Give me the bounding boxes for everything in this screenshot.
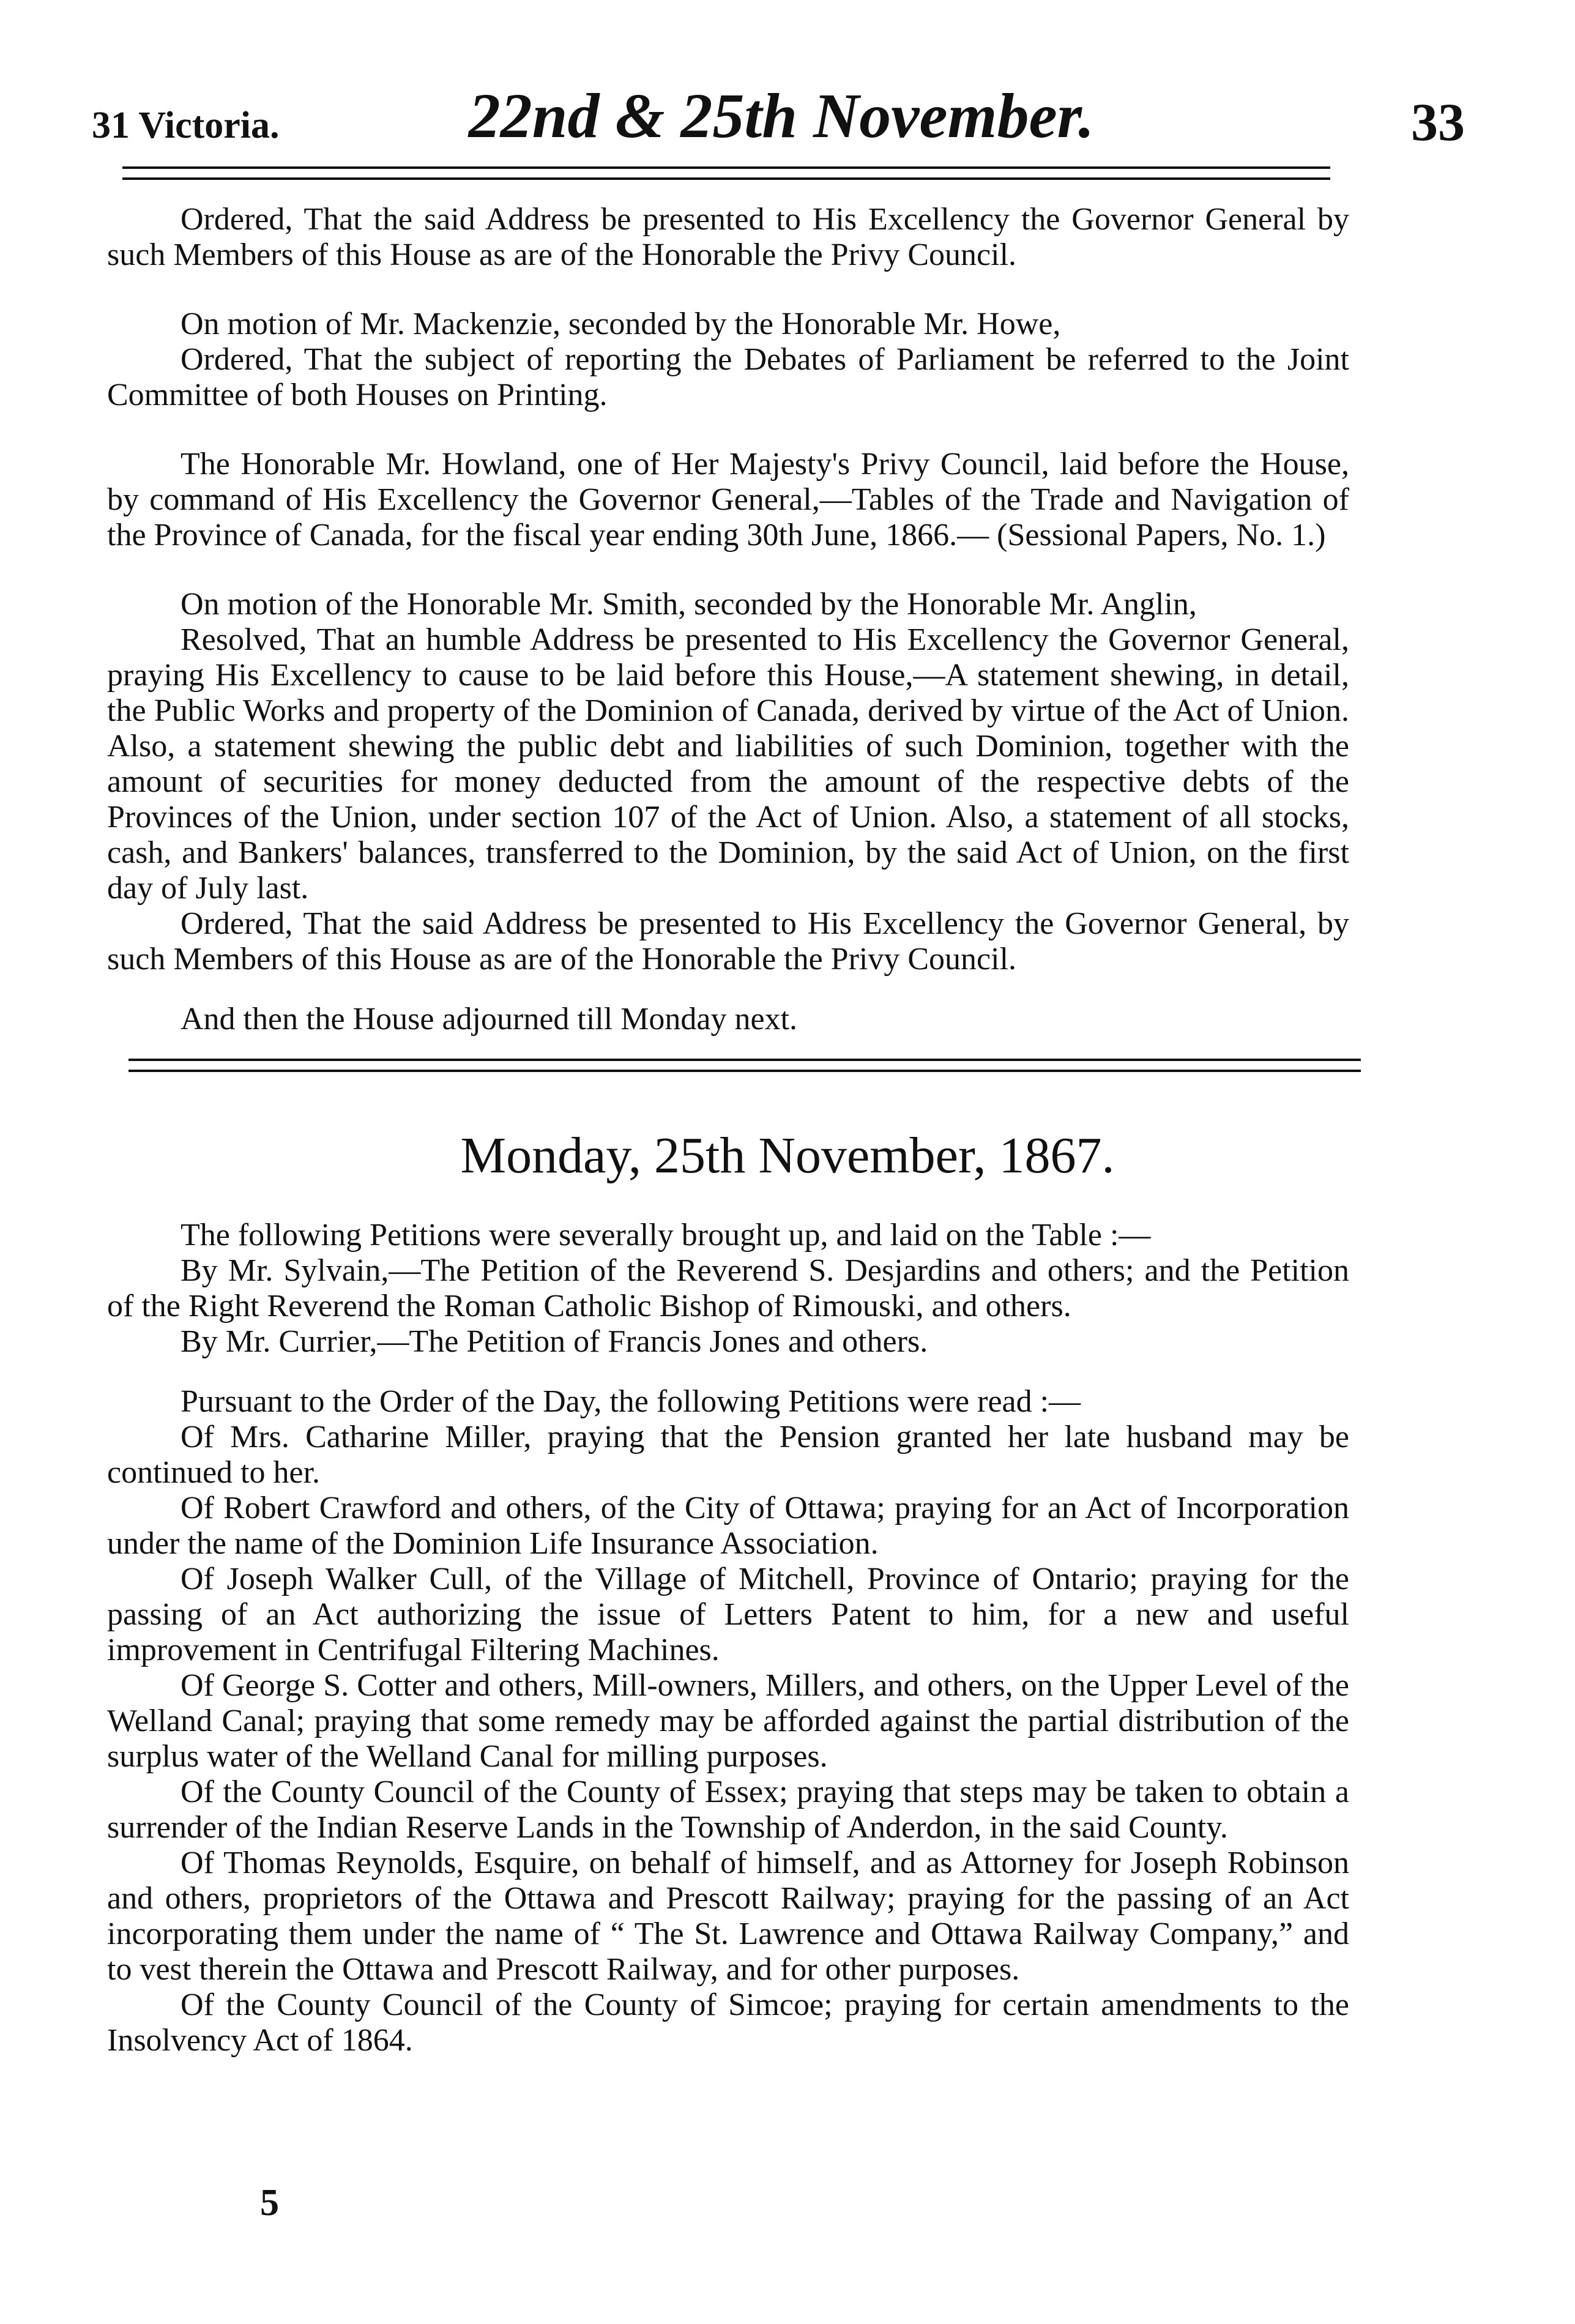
paragraph: By Mr. Currier,—The Petition of Francis Jones and others. [181,1324,928,1359]
paragraph: Resolved, That an humble Address be presented to His Excellency the Governor General, praying His Excellency to cause to be laid before this House,—A statement shewing, in detail, the Public Works and property of the Dominion of Canada, derived by virtue of the Act of Union. Also, a statement shewing the public debt and liabilities of such Dominion, together with the amount of securities for money deducted from the amount of the respective debts of the Provinces of the Union, under section 107 of the Act of Union. Also, a statement of all stocks, cash, and Bankers' balances, transferred to the Dominion, by the said Act of Union, on the first day of July last. [107,622,1349,906]
petition-entry: Of the County Council of the County of Simcoe; praying for certain amendments to the Insolvency Act of 1864. [107,1987,1349,2058]
paragraph: Ordered, That the said Address be presented to His Excellency the Governor General by such Members of this House as are of the Honorable the Privy Council. [107,202,1349,272]
header-dates: 22nd & 25th November. [468,81,1095,151]
header-rule [122,166,1330,180]
running-header [86,80,1477,165]
petition-entry: Of Mrs. Catharine Miller, praying that the Pension granted her late husband may be continued to her. [107,1420,1349,1490]
paragraph: On motion of Mr. Mackenzie, seconded by the Honorable Mr. Howe, [181,307,1061,341]
paragraph: Pursuant to the Order of the Day, the following Petitions were read :— [181,1384,1081,1419]
page-number: 33 [1411,93,1465,152]
paragraph: Ordered, That the said Address be presented to His Excellency the Governor General, by such Members of this House as are of the Honorable the Privy Council. [107,906,1349,977]
section-divider [128,1059,1361,1072]
petition-entry: Of George S. Cotter and others, Mill-owners, Millers, and others, on the Upper Level of the Welland Canal; praying that some remedy may be afforded against the partial distribution of the surplus water of the Welland Canal for milling purposes. [107,1668,1349,1774]
regnal-year: 31 Victoria. [92,105,280,146]
adjournment-line: And then the House adjourned till Monday next. [181,1002,798,1037]
section-25th-november [107,1218,1349,2058]
petition-entry: Of Joseph Walker Cull, of the Village of Mitchell, Province of Ontario; praying for the passing of an Act authorizing the issue of Letters Patent to him, for a new and useful improvement in Centrifugal Filtering Machines. [107,1562,1349,1667]
signature-mark: 5 [260,2182,279,2224]
petition-entry: Of the County Council of the County of Essex; praying that steps may be taken to obtain a surrender of the Indian Reserve Lands in the Township of Anderdon, in the said County. [107,1775,1349,1845]
paragraph: By Mr. Sylvain,—The Petition of the Reverend S. Desjardins and others; and the Petition of the Right Reverend the Roman Catholic Bishop of Rimouski, and others. [107,1253,1349,1324]
petition-entry: Of Robert Crawford and others, of the City of Ottawa; praying for an Act of Incorporation under the name of the Dominion Life Insurance Association. [107,1491,1349,1561]
paragraph: The Honorable Mr. Howland, one of Her Majesty's Privy Council, laid before the House, by command of His Excellency the Governor General,—Tables of the Trade and Navigation of the Province of Canada, for the fiscal year ending 30th June, 1866.— (Sessional Papers, No. 1.) [107,447,1349,553]
paragraph: The following Petitions were severally brought up, and laid on the Table :— [181,1218,1151,1253]
section-22nd-november [107,202,1349,1037]
day-heading: Monday, 25th November, 1867. [460,1127,1115,1184]
paragraph: Ordered, That the subject of reporting the Debates of Parliament be referred to the Joint Committee of both Houses on Printing. [107,342,1349,412]
petition-entry: Of Thomas Reynolds, Esquire, on behalf of himself, and as Attorney for Joseph Robinson and others, proprietors of the Ottawa and Prescott Railway; praying for the passing of an Act incorporating them under the name of “ The St. Lawrence and Ottawa Railway Company,” and to vest therein the Ottawa and Prescott Railway, and for other purposes. [107,1845,1349,1987]
paragraph: On motion of the Honorable Mr. Smith, seconded by the Honorable Mr. Anglin, [181,587,1197,622]
